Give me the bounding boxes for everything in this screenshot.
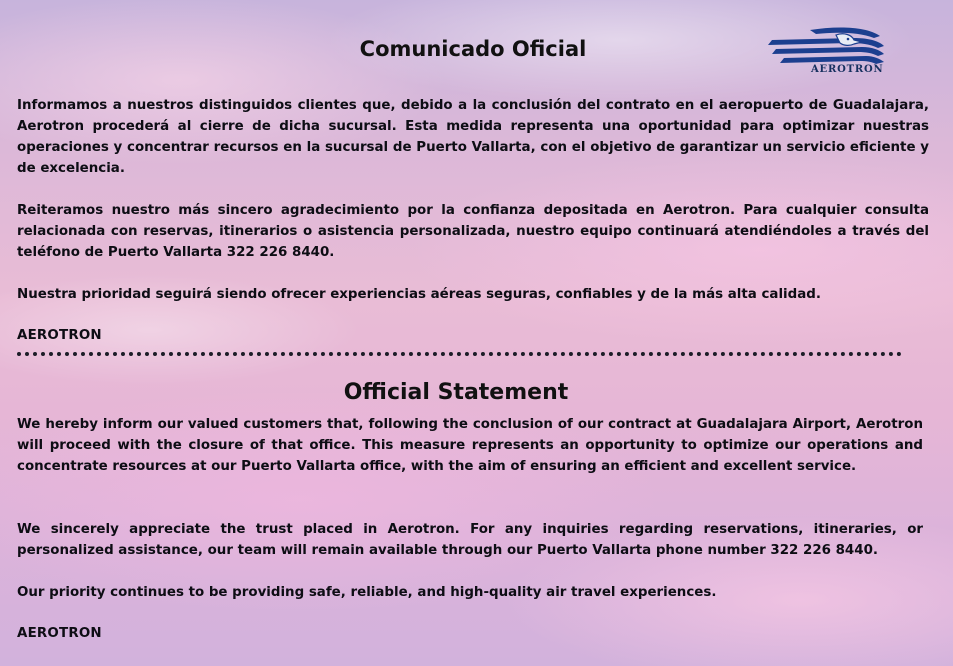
english-paragraph-3: Our priority continues to be providing safe, reliable, and high-quality air travel experiences. bbox=[17, 585, 717, 600]
spanish-paragraph-1: Informamos a nuestros distinguidos clientes que, debido a la conclusión del contrato en el aeropuerto de Guadalajara, Aerotron procederá al cierre de dicha sucursal. Esta medida representa una oportunidad para optimizar nuestras operaciones y concentrar recursos en la sucursal de Puerto Vallarta, con el objetivo de garantizar un servicio eficiente y de excelencia. bbox=[17, 98, 929, 176]
english-paragraph-2-block bbox=[17, 519, 923, 561]
spanish-signature: AEROTRON bbox=[17, 328, 102, 343]
spanish-paragraph-2-block bbox=[17, 200, 929, 263]
english-paragraph-2: We sincerely appreciate the trust placed in Aerotron. For any inquiries regarding reservations, itineraries, or personalized assistance, our team will remain available through our Puerto Vallarta phone number 322 226 8440. bbox=[17, 522, 923, 558]
english-paragraph-3-block bbox=[17, 582, 923, 603]
english-title: Official Statement bbox=[343, 380, 569, 405]
spanish-title: Comunicado Oficial bbox=[359, 37, 587, 61]
english-paragraph-1: We hereby inform our valued customers that, following the conclusion of our contract at Guadalajara Airport, Aerotron will proceed with the closure of that office. This measure represents an opportunity to optimize our operations and concentrate resources at our Puerto Vallarta office, with the aim of ensuring an efficient and excellent service. bbox=[17, 417, 923, 474]
spanish-paragraph-2: Reiteramos nuestro más sincero agradecimiento por la confianza depositada en Aerotron. Para cualquier consulta relacionada con reservas, itinerarios o asistencia personalizada, nuestro equipo continuará atendiéndoles a través del teléfono de Puerto Vallarta 322 226 8440. bbox=[17, 203, 929, 260]
spanish-paragraph-1-block bbox=[17, 95, 929, 179]
english-signature: AEROTRON bbox=[17, 626, 102, 641]
logo-wordmark: AEROTRON bbox=[811, 64, 884, 75]
english-paragraph-1-block bbox=[17, 414, 923, 477]
section-divider bbox=[17, 352, 902, 356]
spanish-paragraph-3: Nuestra prioridad seguirá siendo ofrecer experiencias aéreas seguras, confiables y de la más alta calidad. bbox=[17, 287, 821, 302]
spanish-paragraph-3-block bbox=[17, 284, 929, 305]
